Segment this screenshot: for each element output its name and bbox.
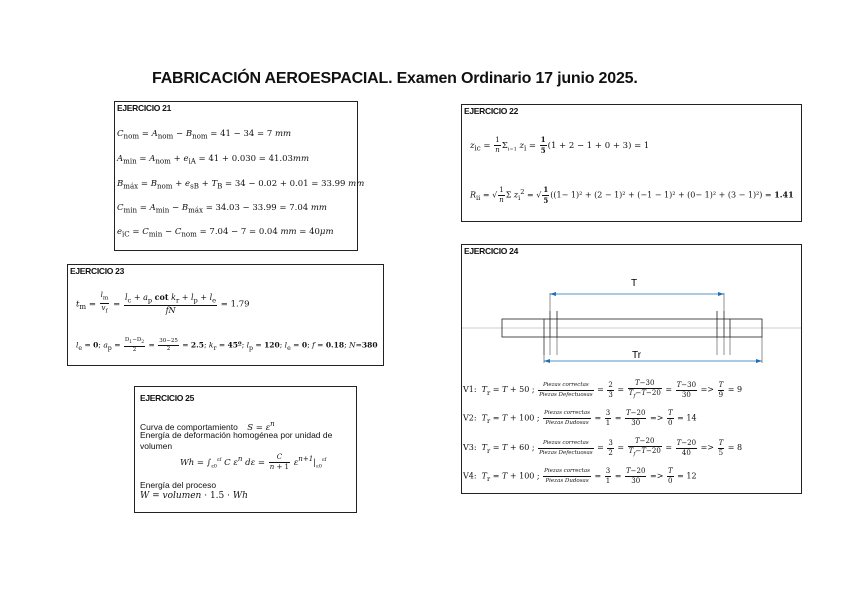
ej21-line-4: $C_{min} = A_{min} - B_{máx} = 34.03 - 33.99 = 7.04$ mm xyxy=(117,203,327,215)
ej24-v4: V4: $T_r = T + 100$ ; $\frac{\text{Piezas correctas}}{\text{Piezas Dudosas}}$ = $\frac{3}{1}$ = $\frac{T-20}{30}$ => $\frac{T}{0}$ = 12 xyxy=(463,467,697,485)
exercise-22-box xyxy=(461,104,802,222)
ej22-line-1: $z_{ic}$ = $\frac{1}{n}$ $\Sigma_{i=1}$ $z_i$ = $\frac{1}{5}$ (1 + 2 − 1 + 0 + 3) = 1 xyxy=(470,135,650,155)
ej23-line-2: $l_e = 0$; $a_p$ = $\frac{D_1-D_2}{2}$ = $\frac{30-25}{2}$ = 2.5; $k_r$ = 45º; $l_p = 120$; $l_e = 0$; f = 0.18; N=380 xyxy=(76,337,378,354)
exercise-25-header: EJERCICIO 25 xyxy=(140,393,195,403)
ej24-v3: V3: $T_r = T + 60$ ; $\frac{\text{Piezas correctas}}{\text{Piezas Defectuosas}}$ = $\frac{3}{2}$ = $\frac{T-20}{T_f-T-20}$ = $\frac{T-20}{40}$ => $\frac{T}{5}$ = 8 xyxy=(463,437,743,458)
ej25-line-5: Energía del proceso xyxy=(140,480,217,490)
label-T: T xyxy=(631,278,638,289)
bar-diagram xyxy=(462,257,801,382)
page-title: FABRICACIÓN AEROESPACIAL. Examen Ordinario 17 junio 2025. xyxy=(152,70,638,87)
exercise-22-header: EJERCICIO 22 xyxy=(464,106,519,116)
exercise-24-header: EJERCICIO 24 xyxy=(464,246,519,256)
exercise-21-header: EJERCICIO 21 xyxy=(117,103,172,113)
ej24-v2: V2: $T_r = T + 100$ ; $\frac{\text{Piezas correctas}}{\text{Piezas Dudosas}}$ = $\frac{3}{1}$ = $\frac{T-20}{30}$ => $\frac{T}{0}$ = 14 xyxy=(463,409,697,427)
ej21-line-3: $B_{máx} = B_{nom} + e_{sB} + T_B = 34 - 0.02 + 0.01 = 33.99$ mm xyxy=(117,179,365,191)
exercise-25-box xyxy=(134,386,357,513)
ej25-line-3: volumen xyxy=(140,441,173,451)
exercise-23-box xyxy=(67,264,384,366)
exercise-21-box xyxy=(114,101,365,251)
ej25-line-2: Energía de deformación homogénea por unidad de xyxy=(140,430,333,440)
ej21-line-1: $C_{nom} = A_{nom} - B_{nom} = 41 - 34 = 7$ mm xyxy=(117,129,292,141)
ej21-line-2: $A_{min} = A_{nom} + e_{iA} = 41 + 0.030 = 41.03mm$ xyxy=(117,154,310,166)
ej24-v1: V1: $T_r = T + 50$ ; $\frac{\text{Piezas correctas}}{\text{Piezas Defectuosas}}$ = $\frac{2}{3}$ = $\frac{T-30}{T_f-T-20}$ = $\frac{T-30}{30}$ => $\frac{T}{9}$ = 9 xyxy=(463,379,743,400)
ej21-line-5: $e_{iC} = C_{min} - C_{nom} = 7.04 - 7 = 0.04$ mm = 40μm xyxy=(117,227,334,239)
ej22-line-2: $R_{ii}$ = √ $\frac{1}{n}$ Σ $z_i^2$ = √ $\frac{1}{5}$ ((1− 1)² + (2 − 1)² + (−1 − 1)² + (0− 1)² + (3 − 1)²) = 1.41 xyxy=(470,185,794,205)
exercise-23-header: EJERCICIO 23 xyxy=(70,266,125,276)
label-Tr: Tr xyxy=(632,350,642,361)
exercise-24-box xyxy=(461,244,802,494)
ej25-line-1: Curva de comportamiento $S = \varepsilon^n$ xyxy=(140,419,275,433)
ej25-line-4: $Wh = \int_{\varepsilon 0}^{\varepsilon f}$ C $\varepsilon^n$ dε = $\frac{C}{n + 1}$ $\varepsilon^{n+1}|_{\varepsilon 0}^{\varepsilon f}$ xyxy=(180,453,327,471)
ej23-line-1: $t_m$ = $\frac{l_m}{v_f}$ = $\frac{l_c + a_p \cot k_r + l_p + l_e}{fN}$ = 1.79 xyxy=(76,291,250,316)
ej25-line-6: W = volumen · 1.5 · Wh xyxy=(140,491,248,501)
